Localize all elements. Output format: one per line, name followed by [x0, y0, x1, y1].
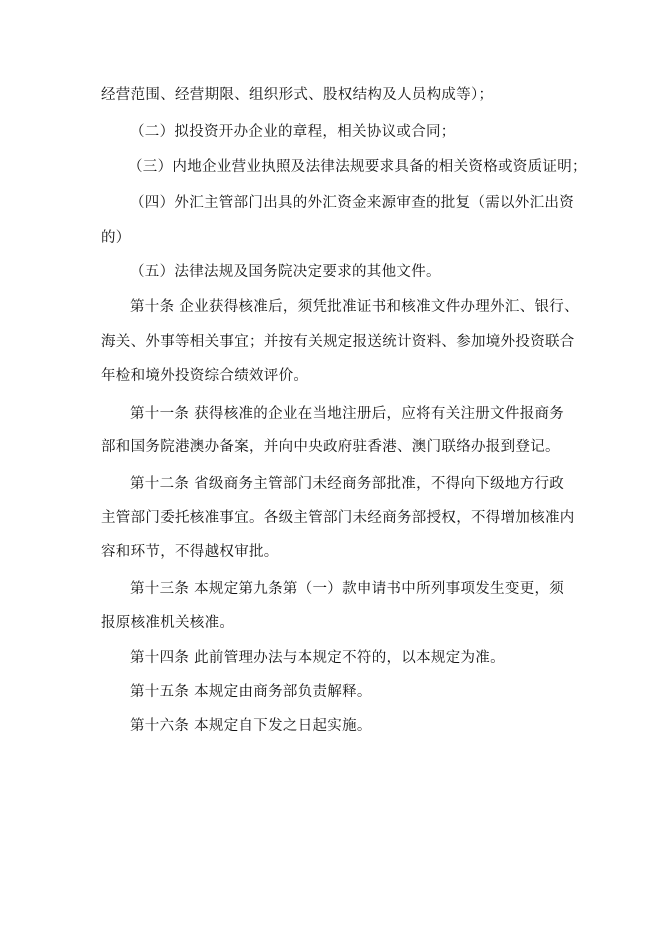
- text-line: （三）内地企业营业执照及法律法规要求具备的相关资格或资质证明；: [128, 159, 587, 175]
- text-line: 第十条 企业获得核准后，须凭批准证书和核准文件办理外汇、银行、: [130, 299, 579, 315]
- text-line: 年检和境外投资综合绩效评价。: [101, 368, 309, 384]
- text-line: 第十六条 本规定自下发之日起实施。: [130, 718, 372, 734]
- text-line: 第十三条 本规定第九条第（一）款申请书中所列事项发生变更，须: [130, 581, 565, 597]
- text-line: 报原核准机关核准。: [101, 615, 235, 631]
- text-line: （四）外汇主管部门出具的外汇资金来源审查的批复（需以外汇出资: [130, 195, 574, 211]
- text-line: 部和国务院港澳办备案，并向中央政府驻香港、澳门联络办报到登记。: [101, 439, 560, 455]
- text-line: 第十二条 省级商务主管部门未经商务部批准，不得向下级地方行政: [130, 476, 565, 492]
- text-line: 第十一条 获得核准的企业在当地注册后，应将有关注册文件报商务: [130, 406, 565, 422]
- text-line: 容和环节，不得越权审批。: [101, 544, 279, 560]
- text-line: 主管部门委托核准事宜。各级主管部门未经商务部授权，不得增加核准内: [101, 510, 575, 526]
- text-line: 第十四条 此前管理办法与本规定不符的，以本规定为准。: [130, 650, 505, 666]
- text-line: 第十五条 本规定由商务部负责解释。: [130, 684, 372, 700]
- text-line: （五）法律法规及国务院决定要求的其他文件。: [130, 264, 441, 280]
- text-line: 海关、外事等相关事宜；并按有关规定报送统计资料、参加境外投资联合: [101, 334, 575, 350]
- text-line: 的）: [101, 230, 131, 246]
- text-line: （二）拟投资开办企业的章程，相关协议或合同；: [130, 124, 456, 140]
- text-line: 经营范围、经营期限、组织形式、股权结构及人员构成等）；: [101, 87, 494, 103]
